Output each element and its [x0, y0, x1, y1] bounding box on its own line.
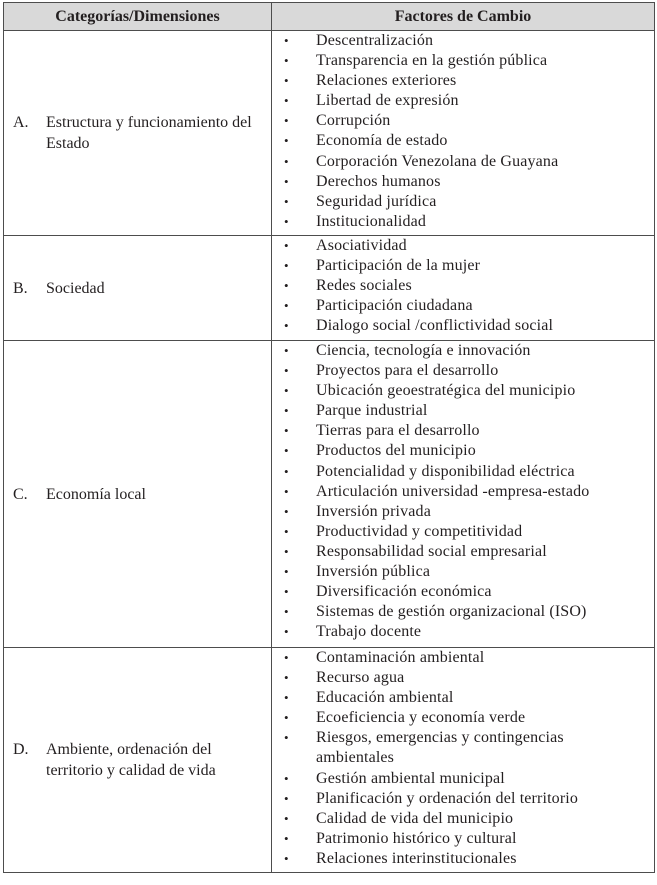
- bullet-icon: •: [284, 133, 289, 149]
- bullet-icon: •: [284, 850, 289, 866]
- category-row-c: [4, 341, 655, 648]
- header-factors: Factores de Cambio: [272, 3, 655, 31]
- bullet-icon: •: [284, 213, 289, 229]
- category-name: Estructura y funcionamiento del Estado: [46, 114, 252, 152]
- factor-text: Patrimonio histórico y cultural: [316, 829, 517, 847]
- factor-item: [272, 91, 654, 111]
- category-letter: A.: [13, 114, 29, 131]
- factor-text: Descentralización: [316, 32, 434, 49]
- factor-text: Derechos humanos: [316, 172, 441, 190]
- factor-text: Diversificación económica: [316, 583, 492, 601]
- factor-text: Sistemas de gestión organizacional (ISO): [316, 603, 587, 621]
- category-row-b: [4, 236, 655, 341]
- factor-item: [272, 602, 654, 622]
- factor-item: [272, 668, 654, 688]
- factor-text: Inversión privada: [316, 502, 431, 520]
- factor-text: Responsabilidad social empresarial: [316, 542, 547, 560]
- factor-text: Proyectos para el desarrollo: [316, 362, 499, 380]
- bullet-icon: •: [284, 238, 289, 253]
- factor-item: [272, 542, 654, 562]
- bullet-icon: •: [284, 810, 289, 826]
- factor-item: [272, 502, 654, 522]
- factor-text: Economía de estado: [316, 132, 448, 150]
- factor-item: [272, 256, 654, 276]
- factor-text: Potencialidad y disponibilidad eléctrica: [316, 462, 575, 480]
- category-cell: [4, 648, 272, 873]
- factor-text: Transparencia en la gestión pública: [316, 52, 548, 70]
- factors-cell: [272, 648, 655, 873]
- factor-item: [272, 341, 654, 361]
- category-cell: [4, 341, 272, 648]
- factor-text: Calidad de vida del municipio: [316, 809, 514, 827]
- bullet-icon: •: [284, 830, 289, 846]
- factor-text: Riesgos, emergencias y contingencias ambientales: [316, 729, 564, 767]
- bullet-icon: •: [284, 423, 289, 439]
- bullet-icon: •: [284, 278, 289, 294]
- factor-item: [272, 71, 654, 91]
- bullet-icon: •: [284, 363, 289, 379]
- category-name: Economía local: [46, 485, 146, 503]
- factor-item: [272, 688, 654, 708]
- category-letter: B.: [13, 279, 28, 297]
- factor-text: Inversión pública: [316, 563, 431, 581]
- bullet-icon: •: [284, 503, 289, 519]
- factor-item: [272, 728, 654, 768]
- category-name: Ambiente, ordenación del territorio y calidad de vida: [46, 741, 216, 779]
- bullet-icon: •: [284, 730, 289, 746]
- factor-text: Parque industrial: [316, 402, 428, 420]
- bullet-icon: •: [284, 790, 289, 806]
- bullet-icon: •: [284, 543, 289, 559]
- factor-text: Productividad y competitividad: [316, 522, 523, 540]
- factor-list: [272, 648, 654, 869]
- factor-list: [272, 341, 654, 642]
- header-category: Categorías/Dimensiones: [4, 3, 272, 31]
- factor-text: Ubicación geoestratégica del municipio: [316, 382, 576, 400]
- factor-item: [272, 829, 654, 849]
- factor-item: [272, 296, 654, 316]
- category-cell: [4, 236, 272, 341]
- bullet-icon: •: [284, 343, 289, 358]
- factor-item: [272, 562, 654, 582]
- factor-item: [272, 622, 654, 642]
- factors-cell: [272, 31, 655, 236]
- factor-item: [272, 111, 654, 131]
- factor-item: [272, 708, 654, 728]
- category-name: Sociedad: [46, 279, 105, 297]
- factor-text: Corrupción: [316, 112, 391, 130]
- factor-item: [272, 131, 654, 151]
- factor-text: Productos del municipio: [316, 442, 476, 460]
- factor-text: Institucionalidad: [316, 212, 427, 230]
- factor-item: [272, 212, 654, 232]
- category-row-a: [4, 31, 655, 236]
- factor-text: Ecoeficiencia y economía verde: [316, 709, 526, 727]
- factor-item: [272, 522, 654, 542]
- bullet-icon: •: [284, 690, 289, 706]
- factor-text: Articulación universidad -empresa-estado: [316, 482, 590, 500]
- bullet-icon: •: [284, 624, 289, 640]
- bullet-icon: •: [284, 604, 289, 620]
- bullet-icon: •: [284, 523, 289, 539]
- factor-item: [272, 849, 654, 869]
- factor-text: Participación de la mujer: [316, 257, 481, 275]
- bullet-icon: •: [284, 258, 289, 274]
- bullet-icon: •: [284, 113, 289, 129]
- category-letter: C.: [13, 485, 28, 503]
- category-row-d: [4, 648, 655, 873]
- factor-list: [272, 236, 654, 336]
- bullet-icon: •: [284, 298, 289, 314]
- factor-item: [272, 31, 654, 51]
- bullet-icon: •: [284, 73, 289, 89]
- factors-cell: [272, 341, 655, 648]
- category-cell: [4, 31, 272, 236]
- bullet-icon: •: [284, 463, 289, 479]
- factor-text: Libertad de expresión: [316, 92, 459, 110]
- bullet-icon: •: [284, 443, 289, 459]
- factor-item: [272, 809, 654, 829]
- factor-text: Relaciones exteriores: [316, 72, 457, 90]
- factors-table: [3, 2, 655, 873]
- factor-item: [272, 462, 654, 482]
- bullet-icon: •: [284, 650, 289, 665]
- bullet-icon: •: [284, 403, 289, 419]
- bullet-icon: •: [284, 710, 289, 726]
- bullet-icon: •: [284, 383, 289, 399]
- factor-item: [272, 441, 654, 461]
- factor-text: Seguridad jurídica: [316, 192, 437, 210]
- bullet-icon: •: [284, 670, 289, 686]
- factor-text: Planificación y ordenación del territorio: [316, 789, 579, 807]
- factor-item: [272, 172, 654, 192]
- factor-text: Ciencia, tecnología e innovación: [316, 342, 531, 359]
- factor-item: [272, 582, 654, 602]
- factor-item: [272, 482, 654, 502]
- factor-list: [272, 31, 654, 232]
- factor-text: Participación ciudadana: [316, 297, 473, 315]
- factor-item: [272, 381, 654, 401]
- factor-text: Educación ambiental: [316, 689, 454, 707]
- bullet-icon: •: [284, 564, 289, 580]
- factor-item: [272, 236, 654, 256]
- factor-item: [272, 51, 654, 71]
- category-letter: D.: [13, 741, 29, 758]
- factor-text: Trabajo docente: [316, 623, 422, 641]
- factor-text: Tierras para el desarrollo: [316, 422, 480, 440]
- bullet-icon: •: [284, 193, 289, 209]
- factor-item: [272, 769, 654, 789]
- bullet-icon: •: [284, 483, 289, 499]
- factor-item: [272, 421, 654, 441]
- header-row: [4, 3, 655, 31]
- factor-item: [272, 316, 654, 336]
- factor-item: [272, 192, 654, 212]
- factor-text: Asociatividad: [316, 237, 407, 254]
- bullet-icon: •: [284, 173, 289, 189]
- factor-item: [272, 361, 654, 381]
- factor-item: [272, 648, 654, 668]
- factor-text: Recurso agua: [316, 669, 405, 687]
- factor-text: Redes sociales: [316, 277, 412, 295]
- factor-text: Contaminación ambiental: [316, 649, 485, 666]
- bullet-icon: •: [284, 770, 289, 786]
- factor-text: Relaciones interinstitucionales: [316, 849, 517, 867]
- factor-text: Dialogo social /conflictividad social: [316, 317, 554, 335]
- bullet-icon: •: [284, 33, 289, 48]
- bullet-icon: •: [284, 93, 289, 109]
- factor-item: [272, 401, 654, 421]
- factor-item: [272, 152, 654, 172]
- factor-text: Corporación Venezolana de Guayana: [316, 152, 559, 170]
- factor-item: [272, 789, 654, 809]
- bullet-icon: •: [284, 584, 289, 600]
- factors-cell: [272, 236, 655, 341]
- bullet-icon: •: [284, 318, 289, 334]
- factor-item: [272, 276, 654, 296]
- factor-text: Gestión ambiental municipal: [316, 769, 505, 787]
- bullet-icon: •: [284, 53, 289, 69]
- bullet-icon: •: [284, 153, 289, 169]
